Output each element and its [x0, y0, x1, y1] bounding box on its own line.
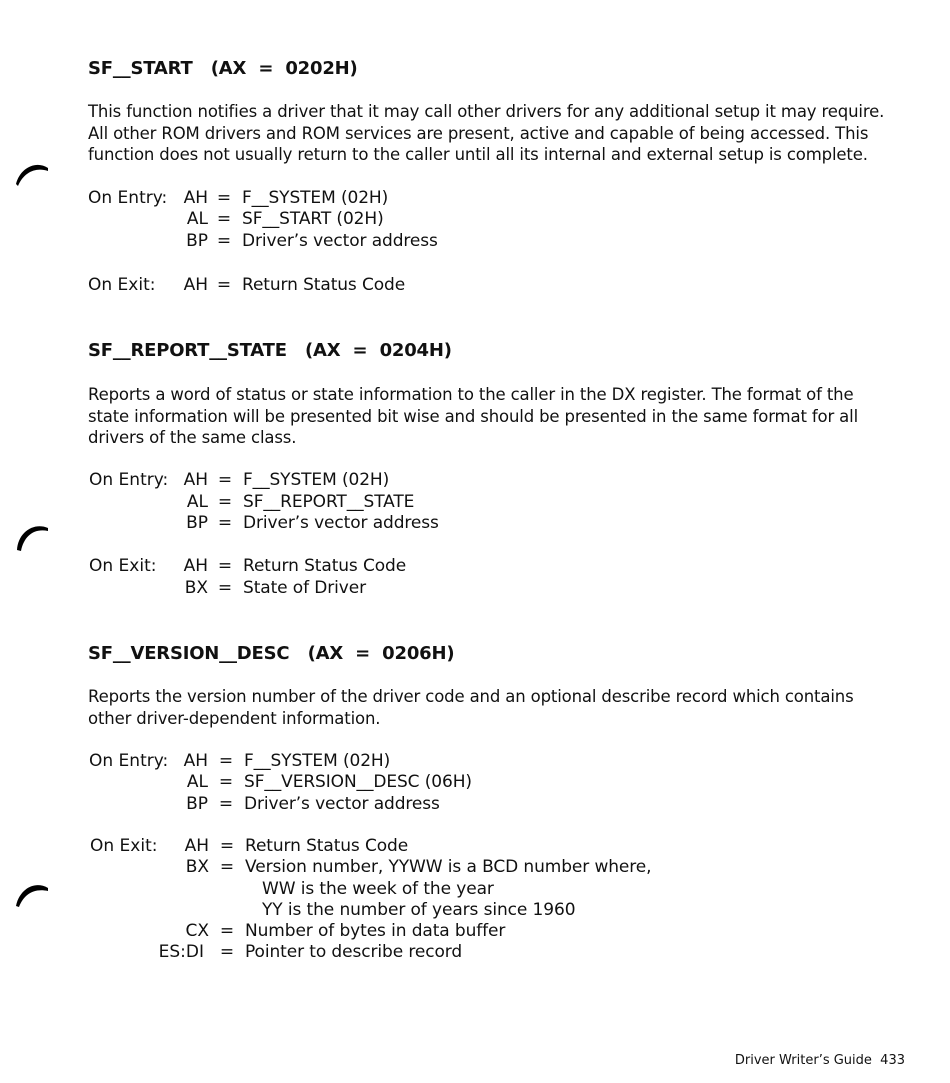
register-description: SF__REPORT__STATE	[243, 492, 415, 512]
register-description: Number of bytes in data buffer	[245, 921, 506, 941]
section-paragraph	[88, 384, 898, 449]
paragraph-line: Reports the version number of the driver code and an optional describe record which contains	[88, 687, 854, 706]
register-equals: =	[218, 772, 234, 792]
register-description: SF__VERSION__DESC (06H)	[244, 772, 472, 792]
register-description: Driver’s vector address	[243, 513, 439, 533]
paragraph-line: All other ROM drivers and ROM services are present, active and capable of being accessed. This	[88, 123, 869, 143]
section-heading-sf-start: SF__START (AX = 0202H)	[88, 58, 358, 79]
paragraph-line: other driver-dependent information.	[88, 708, 381, 728]
register-equals: =	[218, 794, 234, 814]
binder-mark-icon	[14, 880, 50, 908]
paragraph-line: Reports a word of status or state information to the caller in the DX register. The format of the	[88, 385, 854, 404]
register-description: F__SYSTEM (02H)	[244, 751, 391, 771]
register-name: AH	[184, 836, 209, 856]
register-description: Version number, YYWW is a BCD number where,	[245, 857, 652, 877]
register-description: F__SYSTEM (02H)	[242, 188, 389, 208]
register-equals: =	[219, 857, 235, 877]
register-equals: =	[218, 751, 234, 771]
page-footer	[718, 1038, 905, 1083]
register-description-continuation: WW is the week of the year	[262, 879, 494, 899]
register-name: BX	[185, 857, 209, 877]
on-entry-label: On Entry:	[88, 188, 168, 208]
register-description-continuation: YY is the number of years since 1960	[262, 900, 576, 920]
register-description: Return Status Code	[243, 556, 407, 576]
paragraph-line: This function notifies a driver that it may call other drivers for any additional setup it may require.	[88, 102, 885, 121]
register-name: ES:DI	[158, 942, 204, 962]
on-entry-label: On Entry:	[89, 751, 169, 771]
register-name: BP	[186, 231, 208, 251]
register-name: AH	[183, 470, 208, 490]
register-equals: =	[216, 275, 232, 295]
register-equals: =	[217, 513, 233, 533]
register-equals: =	[219, 921, 235, 941]
register-description: State of Driver	[243, 578, 367, 598]
register-name: AH	[183, 188, 208, 208]
register-description: Pointer to describe record	[245, 942, 463, 962]
register-description: Return Status Code	[245, 836, 409, 856]
register-name: CX	[185, 921, 209, 941]
binder-mark-icon	[14, 160, 50, 186]
register-equals: =	[217, 578, 233, 598]
section-heading-sf-report-state: SF__REPORT__STATE (AX = 0204H)	[88, 340, 452, 361]
section-heading-sf-version-desc: SF__VERSION__DESC (AX = 0206H)	[88, 643, 455, 664]
register-name: BP	[186, 513, 208, 533]
register-name: AL	[186, 492, 208, 512]
register-name: AL	[186, 772, 208, 792]
register-equals: =	[219, 836, 235, 856]
register-name: BX	[184, 578, 208, 598]
register-equals: =	[216, 209, 232, 229]
register-description: SF__START (02H)	[242, 209, 384, 229]
register-equals: =	[217, 470, 233, 490]
register-equals: =	[216, 231, 232, 251]
footer-title: Driver Writer’s Guide	[734, 1053, 872, 1068]
section-paragraph	[88, 686, 898, 729]
register-equals: =	[216, 188, 232, 208]
section-paragraph	[88, 101, 898, 166]
register-name: AH	[183, 275, 208, 295]
register-equals: =	[217, 556, 233, 576]
register-description: F__SYSTEM (02H)	[243, 470, 390, 490]
register-name: AL	[186, 209, 208, 229]
register-description: Driver’s vector address	[242, 231, 438, 251]
paragraph-line: function does not usually return to the caller until all its internal and external setup is complete.	[88, 145, 868, 165]
on-entry-label: On Entry:	[89, 470, 169, 490]
register-name: AH	[183, 751, 208, 771]
page-number: 433	[880, 1053, 905, 1068]
binder-mark-icon	[14, 522, 50, 552]
paragraph-line: state information will be presented bit wise and should be presented in the same format for all	[88, 406, 859, 426]
register-equals: =	[217, 492, 233, 512]
register-equals: =	[219, 942, 235, 962]
on-exit-label: On Exit:	[89, 556, 157, 576]
on-exit-label: On Exit:	[88, 275, 156, 295]
register-name: BP	[186, 794, 208, 814]
register-name: AH	[183, 556, 208, 576]
register-description: Driver’s vector address	[244, 794, 440, 814]
on-exit-label: On Exit:	[90, 836, 158, 856]
paragraph-line: drivers of the same class.	[88, 428, 297, 448]
register-description: Return Status Code	[242, 275, 406, 295]
